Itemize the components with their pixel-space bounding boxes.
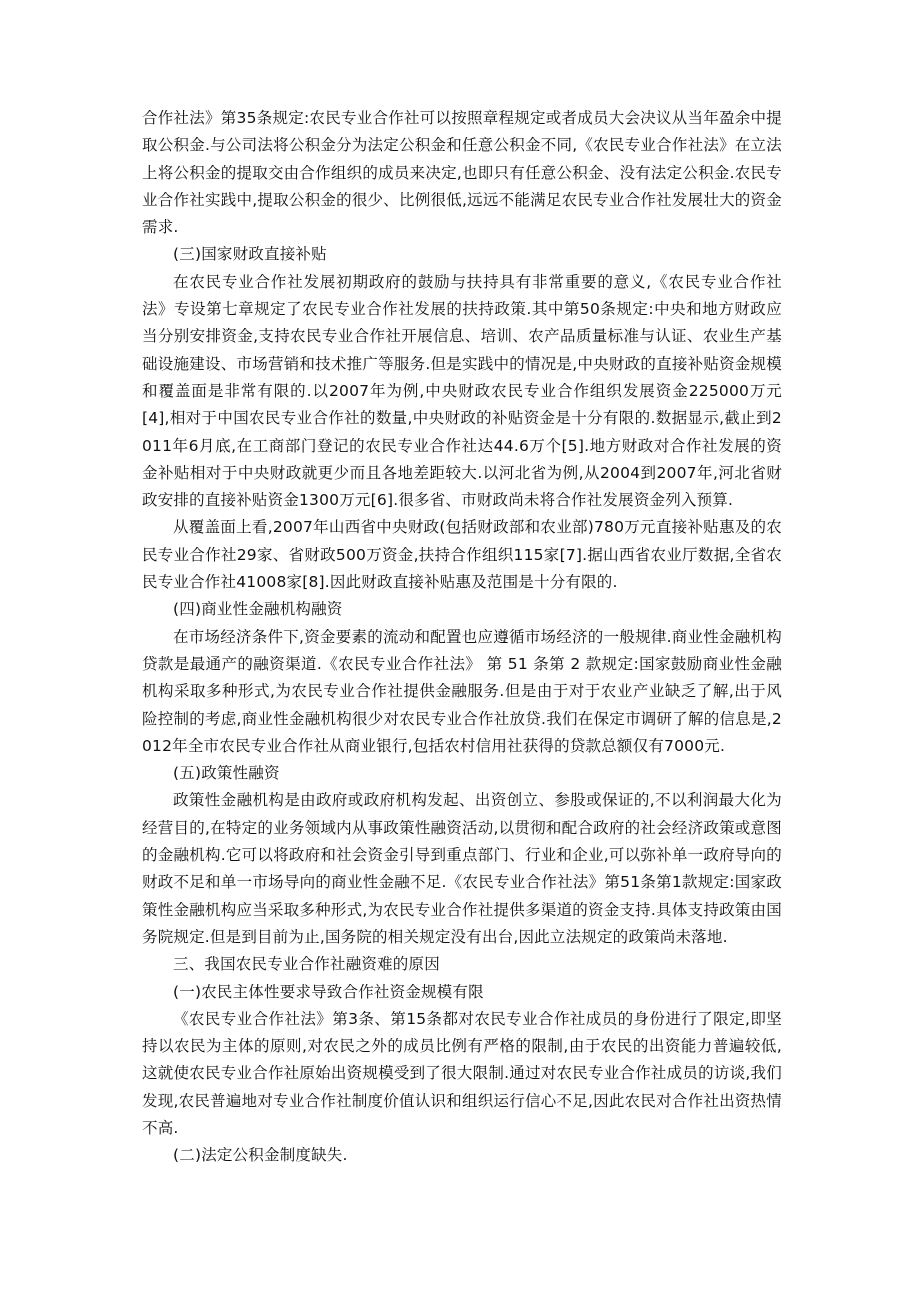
paragraph-farmer-subject: 《农民专业合作社法》第3条、第15条都对农民专业合作社成员的身份进行了限定,即坚持以农民为主体的原则,对农民之外的成员比例有严格的限制,由于农民的出资能力普遍较低,这就使农民专业合作社原始出资规模受到了很大限制.通过对农民专业合作社成员的访谈,我们发现,农民普遍地对专业合作社制度价值认识和组织运行信心不足,因此农民对合作社出资热情不高. — [142, 1009, 782, 1137]
paragraph-fiscal-subsidy: 在农民专业合作社发展初期政府的鼓励与扶持具有非常重要的意义,《农民专业合作社法》专设第七章规定了农民专业合作社发展的扶持政策.其中第50条规定:中央和地方财政应当分别安排资金,支持农民专业合作社开展信息、培训、农产品质量标准与认证、农业生产基础设施建设、市场营销和技术推广等服务.但是实践中的情况是,中央财政的直接补贴资金规模和覆盖面是非常有限的.以2007年为例,中央财政农民专业合作组织发展资金225000万元[4],相对于中国农民专业合作社的数量,中央财政的补贴资金是十分有限的.数据显示,截止到2011年6月底,在工商部门登记的农民专业合作社达44.6万个[5].地方财政对合作社发展的资金补贴相对于中央财政就更少而且各地差距较大.以河北省为例,从2004到2007年,河北省财政安排的直接补贴资金1300万元[6].很多省、市财政尚未将合作社发展资金列入预算. — [142, 272, 782, 510]
paragraph-fund-reserve: 合作社法》第35条规定:农民专业合作社可以按照章程规定或者成员大会决议从当年盈余中提取公积金.与公司法将公积金分为法定公积金和任意公积金不同,《农民专业合作社法》在立法上将公积金的提取交由合作组织的成员来决定,也即只有任意公积金、没有法定公积金.农民专业合作社实践中,提取公积金的很少、比例很低,远远不能满足农民专业合作社发展壮大的资金需求. — [142, 109, 782, 237]
heading-fiscal-subsidy: (三)国家财政直接补贴 — [173, 245, 327, 264]
heading-section-three: 三、我国农民专业合作社融资难的原因 — [173, 955, 440, 974]
heading-policy-finance: (五)政策性融资 — [173, 764, 280, 783]
document-body — [142, 105, 782, 1170]
heading-commercial-finance: (四)商业性金融机构融资 — [173, 600, 343, 619]
heading-reserve-missing: (二)法定公积金制度缺失. — [173, 1146, 348, 1165]
paragraph-commercial-finance: 在市场经济条件下,资金要素的流动和配置也应遵循市场经济的一般规律.商业性金融机构贷款是最通产的融资渠道.《农民专业合作社法》 第 51 条第 2 款规定:国家鼓励商业性金融机构采取多种形式,为农民专业合作社提供金融服务.但是由于对于农业产业缺乏了解,出于风险控制的考虑,商业性金融机构很少对农民专业合作社放贷.我们在保定市调研了解的信息是,2012年全市农民专业合作社从商业银行,包括农村信用社获得的贷款总额仅有7000元. — [142, 627, 782, 755]
paragraph-policy-finance: 政策性金融机构是由政府或政府机构发起、出资创立、参股或保证的,不以利润最大化为经营目的,在特定的业务领域内从事政策性融资活动,以贯彻和配合政府的社会经济政策或意图的金融机构.它可以将政府和社会资金引导到重点部门、行业和企业,可以弥补单一政府导向的财政不足和单一市场导向的商业性金融不足.《农民专业合作社法》第51条第1款规定:国家政策性金融机构应当采取多种形式,为农民专业合作社提供多渠道的资金支持.具体支持政策由国务院规定.但是到目前为止,国务院的相关规定没有出台,因此立法规定的政策尚未落地. — [142, 791, 782, 946]
paragraph-coverage: 从覆盖面上看,2007年山西省中央财政(包括财政部和农业部)780万元直接补贴惠及的农民专业合作社29家、省财政500万资金,扶持合作组织115家[7].据山西省农业厅数据,全省农民专业合作社41008家[8].因此财政直接补贴惠及范围是十分有限的. — [142, 518, 782, 592]
heading-farmer-subject: (一)农民主体性要求导致合作社资金规模有限 — [173, 982, 484, 1001]
